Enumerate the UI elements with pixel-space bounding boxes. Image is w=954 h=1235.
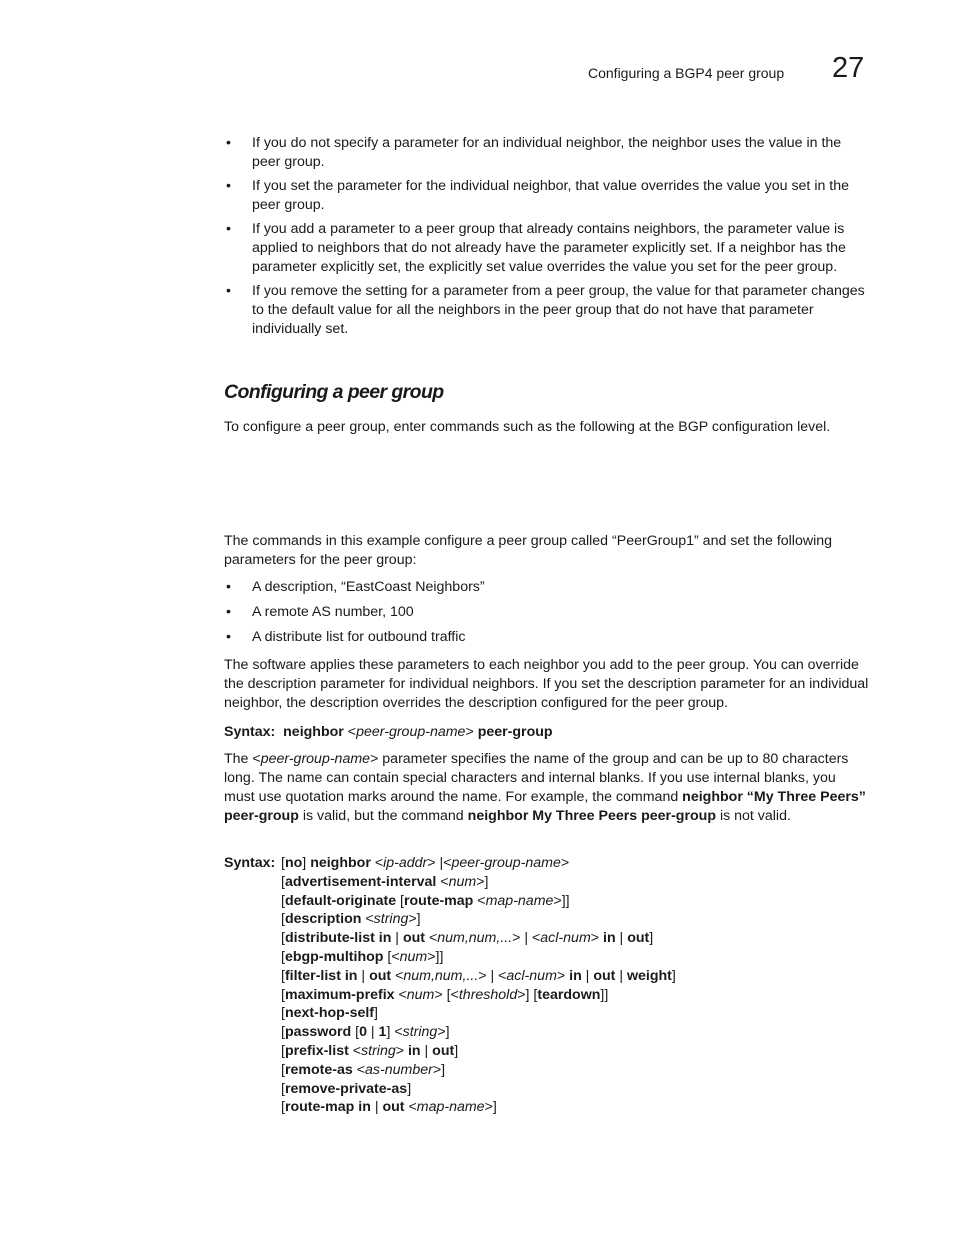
syntax-line: [distribute-list in | out <num,num,...> | <acl-num> in | out]	[281, 930, 654, 947]
bullet-icon: •	[226, 629, 231, 645]
list-item: • A remote AS number, 100	[226, 604, 414, 620]
section-heading: Configuring a peer group	[224, 381, 444, 403]
syntax-line: [next-hop-self]	[281, 1005, 378, 1022]
bullet-icon: •	[226, 604, 231, 620]
syntax-command: neighbor	[283, 724, 344, 740]
syntax-line: [advertisement-interval <num>]	[281, 873, 489, 890]
syntax-line: [maximum-prefix <num> [<threshold>] [teardown]]	[281, 986, 609, 1003]
list-item: • A distribute list for outbound traffic	[226, 629, 466, 645]
bullet-icon: •	[226, 135, 231, 151]
bullet-icon: •	[226, 221, 231, 237]
intro-paragraph: To configure a peer group, enter commands such as the following at the BGP configuration level.	[224, 419, 831, 435]
syntax-line: [prefix-list <string> in | out]	[281, 1042, 459, 1059]
bullet-list-rules	[224, 134, 870, 344]
example-command-valid: neighbor “My Three Peers” peer-group	[224, 789, 866, 824]
syntax-line: [default-originate [route-map <map-name>]]	[281, 892, 570, 909]
bullet-list-parameters	[224, 578, 870, 653]
syntax-line: [filter-list in | out <num,num,...> | <acl-num> in | out | weight]	[281, 967, 676, 984]
bullet-icon: •	[226, 283, 231, 299]
syntax-peer-group: Syntax: neighbor <peer-group-name> peer-group	[224, 724, 553, 740]
section-title: Configuring a BGP4 peer group	[588, 65, 785, 81]
syntax-label: Syntax:	[224, 724, 276, 740]
syntax-line: [no] neighbor <ip-addr> |<peer-group-name>	[281, 855, 570, 871]
syntax-line: [remove-private-as]	[281, 1080, 412, 1097]
chapter-number: 27	[832, 52, 865, 84]
bullet-icon: •	[226, 579, 231, 595]
list-item: • If you set the parameter for the individual neighbor, that value overrides the value you set in the peer group.	[226, 178, 850, 213]
syntax-line: [route-map in | out <map-name>]	[281, 1099, 497, 1116]
syntax-keyword: peer-group	[477, 724, 553, 740]
syntax-argument: peer-group-name	[356, 724, 466, 740]
syntax-line: [password [0 | 1] <string>]	[281, 1024, 450, 1041]
syntax-line: [description <string>]	[281, 911, 421, 928]
list-item: • If you do not specify a parameter for an individual neighbor, the neighbor uses the value in the peer group.	[226, 135, 842, 170]
bullet-icon: •	[226, 178, 231, 194]
syntax-label: Syntax:	[224, 855, 276, 871]
syntax-lines	[281, 854, 676, 1117]
example-command-invalid: neighbor My Three Peers peer-group	[467, 808, 716, 824]
list-item: • If you add a parameter to a peer group that already contains neighbors, the parameter value is applied to neighbors that do not already have the parameter explicitly set. If a neighbor has the parameter explicitly set, the explicitly set value overrides the value you set for the peer group.	[226, 221, 846, 275]
list-item: • A description, “EastCoast Neighbors”	[226, 579, 485, 595]
syntax-line: [remote-as <as-number>]	[281, 1061, 446, 1078]
apply-paragraph: The software applies these parameters to each neighbor you add to the peer group. You can override the description parameter for individual neighbors. If you set the description parameter for an individual neighbor, the description overrides the description configured for the peer group.	[224, 657, 869, 711]
syntax-line: [ebgp-multihop [<num>]]	[281, 948, 444, 965]
list-item: • If you remove the setting for a parameter from a peer group, the value for that parameter changes to the default value for all the neighbors in the peer group that do not have that parameter individually set.	[226, 283, 865, 337]
name-paragraph: The <peer-group-name> parameter specifies the name of the group and can be up to 80 characters long. The name can contain special characters and internal blanks. If you use internal blanks, you must use quotation marks around the name. For example, the command neighbor “My Three Peers” peer-group is valid, but the command neighbor My Three Peers peer-group is not valid.	[224, 751, 866, 824]
commands-paragraph: The commands in this example configure a peer group called “PeerGroup1” and set the following parameters for the peer group:	[224, 533, 833, 568]
